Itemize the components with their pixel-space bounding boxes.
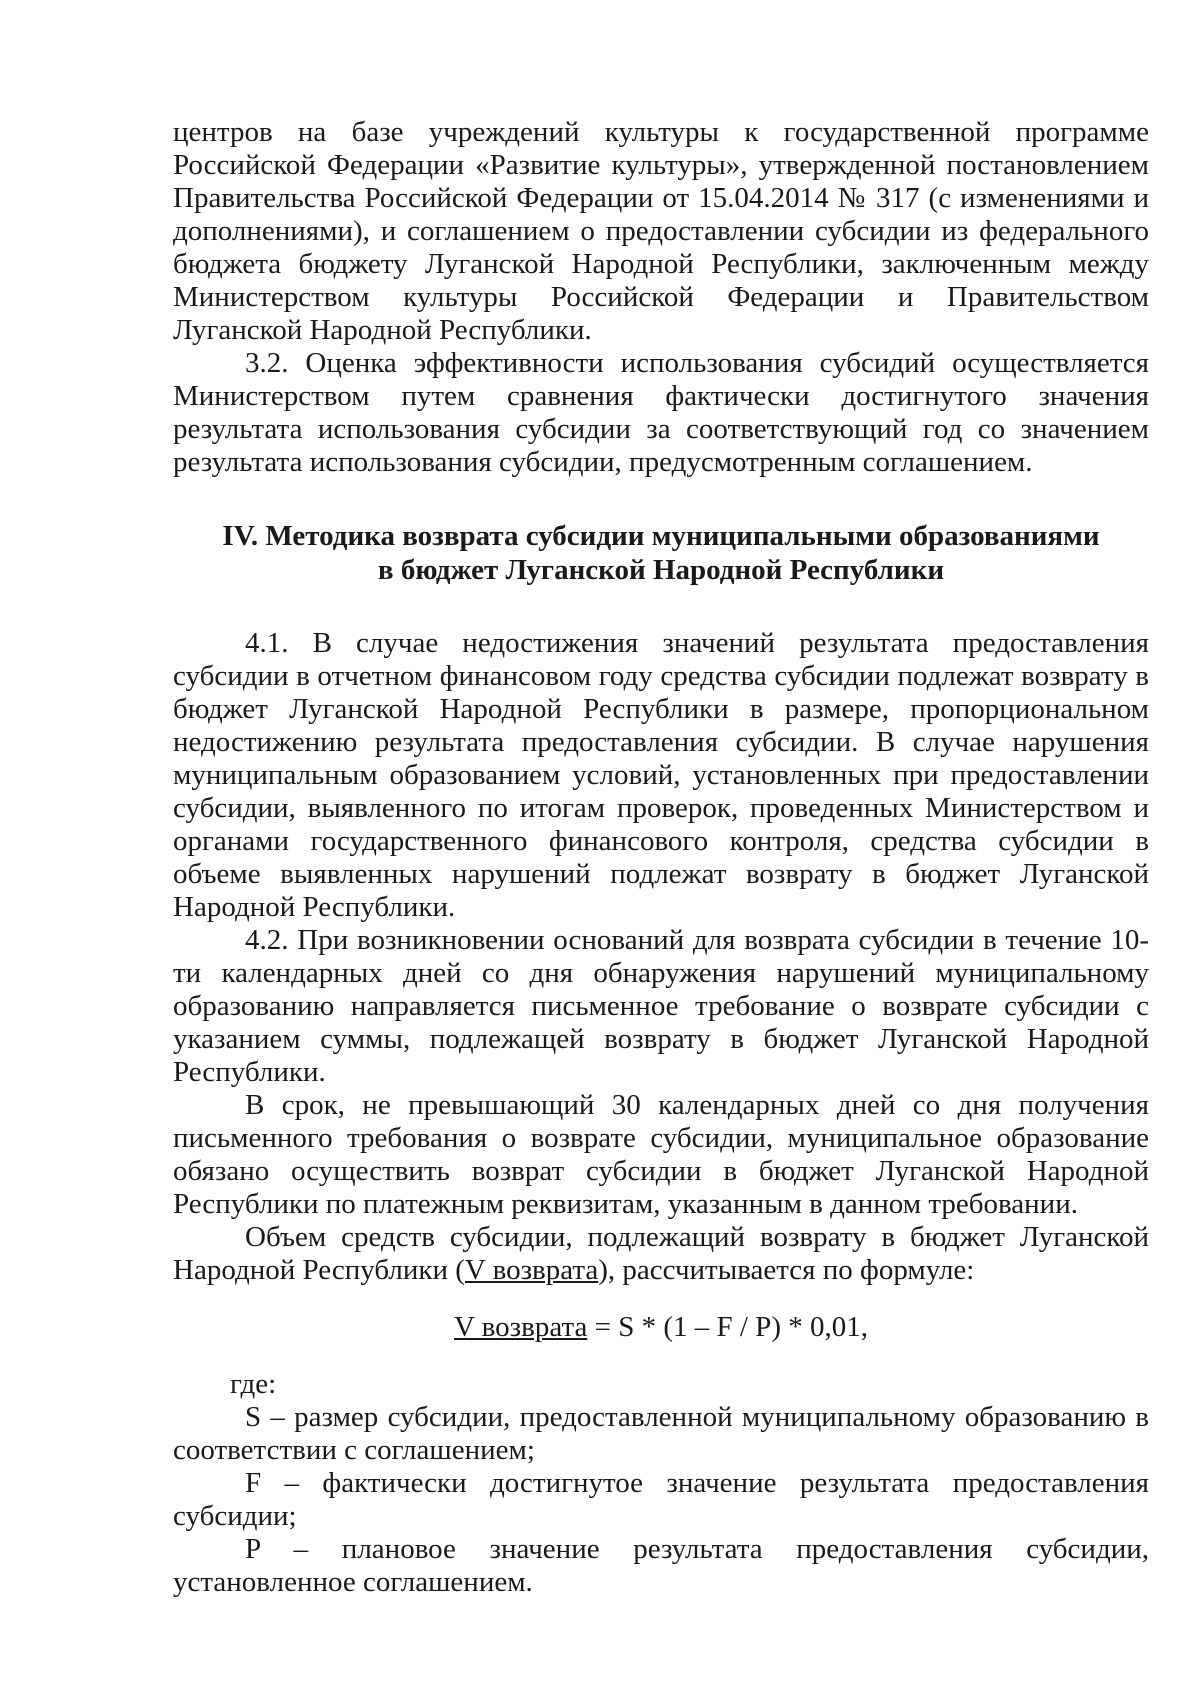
section-heading-line-1: IV. Методика возврата субсидии муниципальными образованиями	[222, 520, 1100, 552]
return-volume-text-before: Объем средств субсидии, подлежащий возврату в бюджет Луганской Народной Республики (	[173, 1221, 1149, 1286]
definition-s: S – размер субсидии, предоставленной муниципальному образованию в соответствии с соглашением;	[173, 1401, 1149, 1466]
document-page	[173, 116, 1149, 1599]
paragraph-return-deadline: В срок, не превышающий 30 календарных дней со дня получения письменного требования о возврате субсидии, муниципальное образование обязано осуществить возврат субсидии в бюджет Луганской Народной Республики по платежным реквизитам, указанным в данном требовании.	[173, 1089, 1149, 1220]
paragraph-return-volume	[173, 1221, 1149, 1287]
formula-rhs: = S * (1 – F / P) * 0,01,	[587, 1311, 868, 1343]
return-formula	[173, 1311, 1149, 1344]
paragraph-programs-continuation: центров на базе учреждений культуры к государственной программе Российской Федерации «Развитие культуры», утвержденной постановлением Правительства Российской Федерации от 15.04.2014 № 317 (с изменениями и дополнениями), и соглашением о предоставлении субсидии из федерального бюджета бюджету Луганской Народной Республики, заключенным между Министерством культуры Российской Федерации и Правительством Луганской Народной Республики.	[173, 116, 1149, 346]
paragraph-4-1: 4.1. В случае недостижения значений результата предоставления субсидии в отчетном финансовом году средства субсидии подлежат возврату в бюджет Луганской Народной Республики в размере, пропорциональном недостижению результата предоставления субсидии. В случае нарушения муниципальным образованием условий, установленных при предоставлении субсидии, выявленного по итогам проверок, проведенных Министерством и органами государственного финансового контроля, средства субсидии в объеме выявленных нарушений подлежат возврату в бюджет Луганской Народной Республики.	[173, 627, 1149, 923]
definition-p: P – плановое значение результата предоставления субсидии, установленное соглашением.	[173, 1533, 1149, 1598]
formula-lhs: V возврата	[454, 1311, 588, 1343]
definition-f: F – фактически достигнутое значение результата предоставления субсидии;	[173, 1467, 1149, 1532]
where-label: где:	[230, 1368, 277, 1400]
section-heading-iv	[173, 519, 1149, 587]
paragraph-4-2: 4.2. При возникновении оснований для возврата субсидии в течение 10-ти календарных дней со дня обнаружения нарушений муниципальному образованию направляется письменное требование о возврате субсидии с указанием суммы, подлежащей возврату в бюджет Луганской Народной Республики.	[173, 924, 1149, 1088]
section-heading-line-2: в бюджет Луганской Народной Республики	[377, 554, 945, 586]
return-volume-text-after: ), рассчитывается по формуле:	[598, 1254, 975, 1286]
paragraph-3-2: 3.2. Оценка эффективности использования субсидий осуществляется Министерством путем сравнения фактически достигнутого значения результата использования субсидии за соответствующий год со значением результата использования субсидии, предусмотренным соглашением.	[173, 347, 1149, 478]
return-volume-term: V возврата	[464, 1254, 599, 1286]
